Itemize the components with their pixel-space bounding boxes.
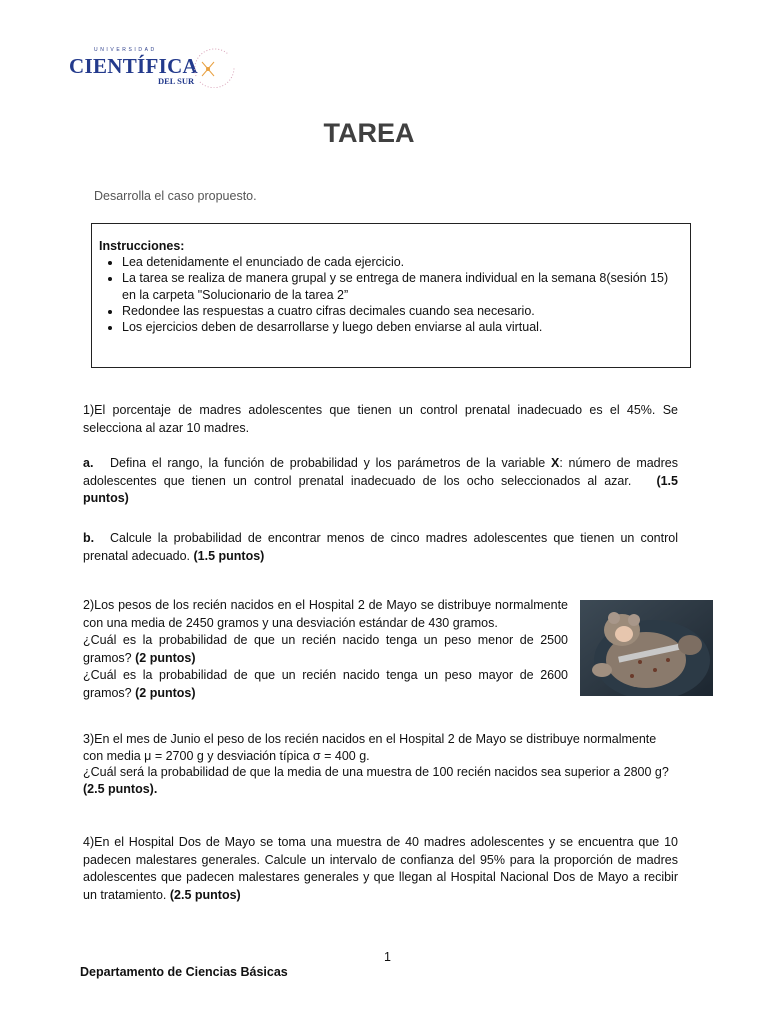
- question-4: [83, 834, 678, 904]
- question-1-stem: 1)El porcentaje de madres adolescentes que tienen un control prenatal inadecuado es el 45%. Se selecciona al azar 10 madres.: [83, 403, 678, 435]
- intro-text: Desarrolla el caso propuesto.: [94, 189, 257, 203]
- instruction-item: • Lea detenidamente el enunciado de cada ejercicio.: [122, 254, 680, 270]
- logo-main-text: CIENTÍFICA: [69, 54, 199, 78]
- question-2: [83, 597, 568, 702]
- instruction-item: • Redondee las respuestas a cuatro cifras decimales cuando sea necesario.: [122, 303, 680, 319]
- question-2b-points: (2 puntos): [135, 685, 196, 700]
- page-title: TAREA: [323, 118, 415, 148]
- logo-top-text: UNIVERSIDAD: [94, 47, 157, 53]
- question-3-points: (2.5 puntos).: [83, 781, 158, 796]
- question-1b-points: (1.5 puntos): [193, 548, 265, 563]
- instruction-item: • La tarea se realiza de manera grupal y se entrega de manera individual en la semana 8(sesión 15) en la carpeta "Solucionario de la tarea 2”: [122, 270, 680, 303]
- question-3: [83, 731, 678, 797]
- page-number: 1: [384, 950, 391, 964]
- baby-photo: [580, 600, 713, 696]
- question-1b-label: b.: [83, 531, 95, 545]
- logo-sub-text: DEL SUR: [158, 76, 195, 86]
- question-3-text: ¿Cuál será la probabilidad de que la media de una muestra de 100 recién nacidos sea superior a 2800 g?: [83, 765, 669, 779]
- logo-emblem-icon: [188, 46, 238, 88]
- instruction-item: • Los ejercicios deben de desarrollarse y luego deben enviarse al aula virtual.: [122, 319, 680, 335]
- question-2-stem: 2)Los pesos de los recién nacidos en el Hospital 2 de Mayo se distribuye normalmente con una media de 2450 gramos y una desviación estándar de 430 gramos.: [83, 598, 568, 630]
- instructions-list: [99, 254, 680, 335]
- question-2b: [83, 667, 568, 702]
- question-1b-text: Calcule la probabilidad de encontrar menos de cinco madres adolescentes que tienen un control prenatal adecuado.: [83, 531, 678, 563]
- question-1a-points: (1.5 puntos): [83, 473, 678, 505]
- question-1a: [83, 455, 678, 508]
- question-2a-points: (2 puntos): [135, 650, 196, 665]
- instructions-box: [91, 223, 691, 368]
- question-2a: [83, 632, 568, 667]
- question-1a-text-2: : número de madres adolescentes que tienen un control prenatal inadecuado de los ocho seleccionados al azar.: [83, 456, 679, 488]
- question-3-line-1: 3)En el mes de Junio el peso de los recién nacidos en el Hospital 2 de Mayo se distribuye normalmente con media μ = 2700 g y desviación típica σ = 400 g.: [83, 732, 657, 763]
- question-1a-text-1: Defina el rango, la función de probabilidad y los parámetros de la variable: [110, 456, 551, 470]
- question-1a-variable: X: [550, 456, 560, 470]
- question-1a-label: a.: [83, 456, 94, 470]
- question-4-text: 4)En el Hospital Dos de Mayo se toma una muestra de 40 madres adolescentes y se encuentra que 10 padecen malestares generales. Calcule un intervalo de confianza del 95% para la proporción de madres adolescentes que padecen malestares generales y que llegan al Hospital Nacional Dos de Mayo a recibir un tratamiento.: [83, 835, 678, 902]
- question-2b-text: ¿Cuál es la probabilidad de que un recién nacido tenga un peso mayor de 2600 gramos?: [83, 668, 568, 700]
- question-1b: [83, 530, 678, 565]
- question-3-line-2: [83, 764, 678, 797]
- footer-department: Departamento de Ciencias Básicas: [80, 965, 288, 979]
- university-logo: [68, 44, 243, 92]
- question-4-points: (2.5 puntos): [169, 887, 241, 902]
- question-2a-text: ¿Cuál es la probabilidad de que un recién nacido tenga un peso menor de 2500 gramos?: [83, 633, 568, 665]
- instructions-heading: Instrucciones:: [99, 239, 185, 253]
